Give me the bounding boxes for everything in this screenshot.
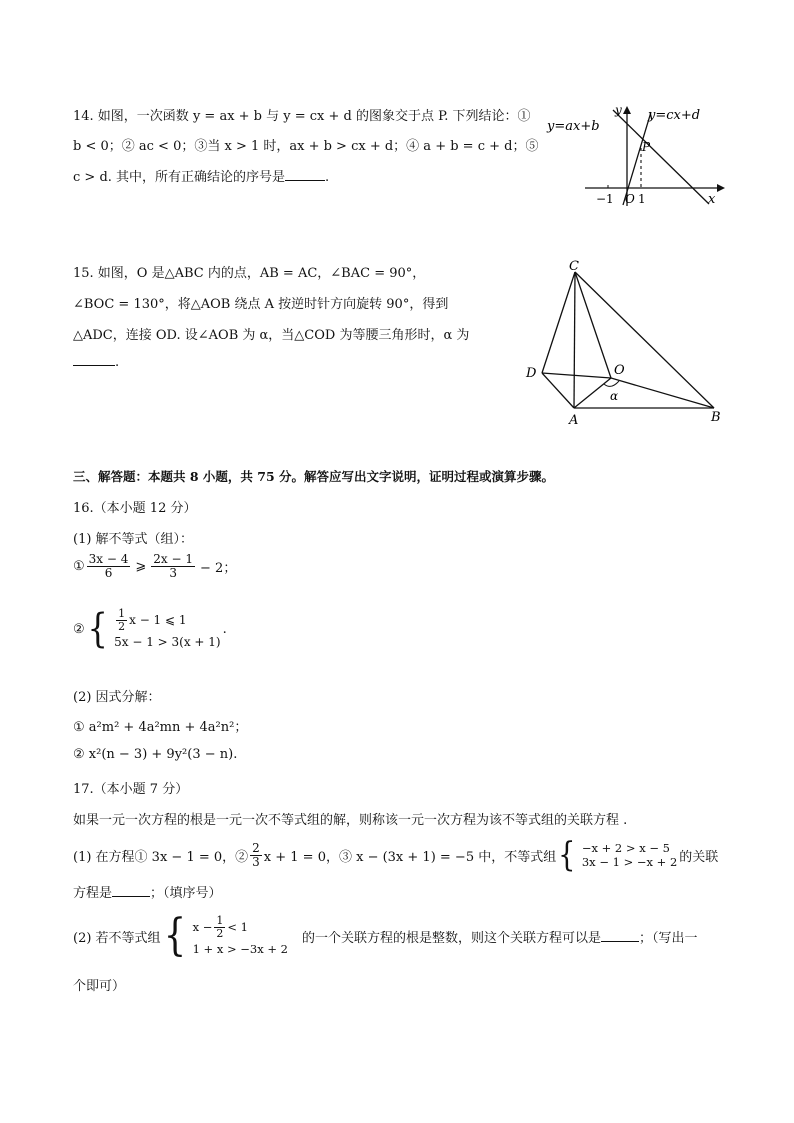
half-fraction xyxy=(116,608,127,632)
q17-part1-line2-b: ；（填序号） xyxy=(150,886,222,901)
q15-figure xyxy=(518,258,728,430)
label-alpha: α xyxy=(610,389,619,403)
q17-part2-text-b: 的一个关联方程的根是整数，则这个关联方程可以是 xyxy=(301,930,601,946)
left-brace-icon: { xyxy=(558,835,576,875)
q17-system-2-row1-b: < 1 xyxy=(227,920,248,935)
q15-line2: ∠BOC = 130°，将△AOB 绕点 A 按逆时针方向旋转 90°，得到 xyxy=(73,297,449,312)
two-thirds-fraction xyxy=(250,842,262,868)
left-brace-icon: { xyxy=(163,910,186,961)
q17-part1-blank xyxy=(112,896,150,897)
segment-cd xyxy=(542,272,575,373)
q17-part1-line2-a: 方程是 xyxy=(73,886,113,901)
two-thirds-num: 2 xyxy=(252,840,260,855)
segment-ca xyxy=(574,272,575,408)
segment-do xyxy=(542,373,611,378)
q17-system-2-row2: 1 + x > −3x + 2 xyxy=(192,942,288,957)
label-y-ax-b: y=ax+b xyxy=(547,119,600,134)
q15-answer-blank xyxy=(73,365,115,366)
q15-line4 xyxy=(73,355,119,370)
y-axis-arrow-icon xyxy=(623,106,631,114)
q17-system-1-row1: −x + 2 > x − 5 xyxy=(581,840,670,855)
fraction-right-num: 2x − 1 xyxy=(153,552,194,566)
marker-2: ② xyxy=(73,621,85,637)
q17-part2-line1 xyxy=(73,910,698,961)
label-b: B xyxy=(711,410,721,425)
system-2-row2: 5x − 1 > 3(x + 1) xyxy=(114,635,221,650)
q15-line4-end: . xyxy=(115,355,120,370)
q15-line1: 15. 如图，O 是△ABC 内的点，AB = AC，∠BAC = 90°， xyxy=(73,266,426,281)
q14-line2: b < 0；② ac < 0；③当 x > 1 时，ax + b > cx + d；④ a + b = c + d；⑤ xyxy=(73,139,539,154)
fraction-right-den: 3 xyxy=(169,565,177,580)
segment-da xyxy=(542,373,574,408)
half-fraction-2 xyxy=(214,915,225,939)
section3-heading: 三、解答题：本题共 8 小题，共 75 分。解答应写出文字说明，证明过程或演算步骤。 xyxy=(73,469,555,484)
q17-part2-text-c: ；（写出一 xyxy=(638,930,698,946)
q16-inequality-1 xyxy=(73,553,236,579)
q16-part2: (2) 因式分解： xyxy=(73,690,161,705)
label-a: A xyxy=(569,413,579,428)
q17-part2-blank xyxy=(601,941,639,942)
q17-system-1 xyxy=(556,835,678,875)
system-2 xyxy=(85,606,221,653)
system-2-tail: . xyxy=(222,621,227,637)
q16-part1: (1) 解不等式（组）： xyxy=(73,532,194,547)
half-num: 1 xyxy=(118,607,126,620)
q17-part1-text-c: 的关联 xyxy=(679,849,719,865)
q17-part2-line2: 个即可） xyxy=(73,979,126,994)
q14-line3-text: c > d. 其中，所有正确结论的序号是 xyxy=(73,170,286,185)
q16-inequality-system-2 xyxy=(73,606,227,653)
system-2-row1 xyxy=(114,608,221,632)
q14-line3-end: . xyxy=(325,170,330,185)
x-axis-label: x xyxy=(708,192,716,207)
system-2-row1-rest: x − 1 ⩽ 1 xyxy=(129,612,187,627)
relation-geq: ⩾ xyxy=(135,558,147,574)
half-den: 2 xyxy=(118,619,126,633)
q17-part1-line2 xyxy=(73,882,222,901)
label-d: D xyxy=(526,366,537,381)
q16-factor-2: ② x²(n − 3) + 9y²(3 − n). xyxy=(73,747,238,762)
two-thirds-den: 3 xyxy=(252,854,260,869)
q17-header: 17.（本小题 7 分） xyxy=(73,782,189,797)
label-c: C xyxy=(569,259,579,274)
fraction-left xyxy=(87,553,131,579)
q14-line1: 14. 如图，一次函数 y = ax + b 与 y = cx + d 的图象交于点 P. 下列结论：① xyxy=(73,109,531,124)
half-2-den: 2 xyxy=(216,926,224,940)
marker-1: ① xyxy=(73,558,85,574)
q14-answer-blank xyxy=(285,180,325,181)
q17-part2-text-a: (2) 若不等式组 xyxy=(73,930,161,946)
origin-label: O xyxy=(625,192,635,206)
tick-1-label: 1 xyxy=(638,192,646,206)
q17-system-1-row2: 3x − 1 > −x + 2 xyxy=(581,855,678,869)
label-y-cx-d: y=cx+d xyxy=(648,108,701,123)
inequality-1-tail: − 2； xyxy=(200,560,237,576)
segment-co xyxy=(575,272,611,378)
left-brace-icon: { xyxy=(87,606,108,653)
tick-neg1-label: −1 xyxy=(596,192,614,206)
fraction-left-den: 6 xyxy=(104,565,113,580)
q14-graph xyxy=(545,100,730,210)
fraction-right xyxy=(151,553,195,579)
point-p-label: P xyxy=(642,140,651,154)
y-axis-label: y xyxy=(615,103,622,117)
q17-system-2-row1-a: x − xyxy=(192,920,213,935)
q17-system-2 xyxy=(161,910,288,961)
q17-part1-line1 xyxy=(73,835,719,875)
segment-ao xyxy=(574,378,611,408)
half-2-num: 1 xyxy=(216,914,224,928)
fraction-left-num: 3x − 4 xyxy=(88,552,129,566)
q14-line3 xyxy=(73,166,329,185)
x-axis-arrow-icon xyxy=(717,184,725,192)
label-o: O xyxy=(614,363,625,378)
q17-part1-text-b: x + 1 = 0，③ x − (3x + 1) = −5 中，不等式组 xyxy=(263,849,557,865)
q17-definition: 如果一元一次方程的根是一元一次不等式组的解，则称该一元一次方程为该不等式组的关联方程 . xyxy=(73,813,628,828)
q16-factor-1: ① a²m² + 4a²mn + 4a²n²； xyxy=(73,720,248,735)
q17-system-2-row1 xyxy=(193,915,288,939)
q17-part1-text-a: (1) 在方程① 3x − 1 = 0，② xyxy=(73,849,249,865)
q16-header: 16.（本小题 12 分） xyxy=(73,501,197,516)
q15-line3: △ADC，连接 OD. 设∠AOB 为 α，当△COD 为等腰三角形时，α 为 xyxy=(73,328,470,343)
